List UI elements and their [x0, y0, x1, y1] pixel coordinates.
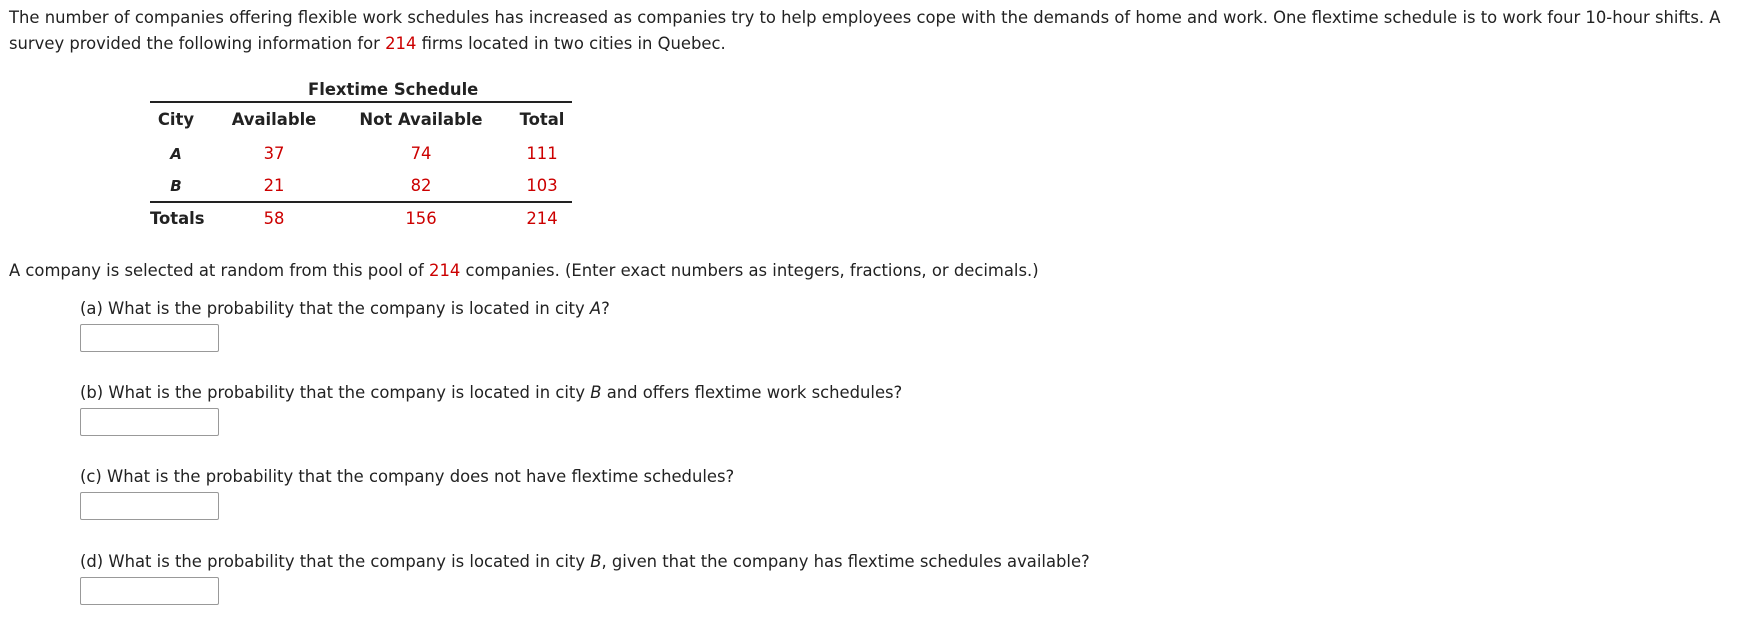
row-b-not-available: 82 — [410, 176, 432, 195]
question-c — [80, 467, 734, 486]
answer-b-input[interactable] — [80, 408, 219, 436]
header-city: City — [157, 110, 195, 129]
table-totals-rule — [150, 201, 572, 203]
totals-available: 58 — [263, 209, 285, 228]
totals-label: Totals — [150, 209, 205, 228]
question-c-text: (c) What is the probability that the company does not have flextime schedules? — [80, 467, 735, 486]
question-d-end: , given that the company has flextime schedules available? — [601, 552, 1090, 571]
header-available: Available — [231, 110, 317, 129]
prompt-count: 214 — [429, 261, 461, 280]
header-not-available: Not Available — [359, 110, 483, 129]
question-b-var: B — [590, 383, 602, 402]
totals-total: 214 — [526, 209, 558, 228]
table-title: Flextime Schedule — [308, 80, 479, 99]
question-b-end: and offers flextime work schedules? — [601, 383, 903, 402]
row-b-available: 21 — [263, 176, 285, 195]
row-b-total: 103 — [526, 176, 558, 195]
row-a-not-available: 74 — [410, 144, 432, 163]
question-a-text: (a) What is the probability that the company is located in city — [80, 299, 590, 318]
answer-c-input[interactable] — [80, 492, 219, 520]
row-a-total: 111 — [526, 144, 558, 163]
question-a-end: ? — [601, 299, 610, 318]
selection-prompt — [9, 261, 1039, 280]
answer-a-input[interactable] — [80, 324, 219, 352]
intro-text-1: The number of companies offering flexible work schedules has increased as companies try to help employees cope with the demands of home and work. One flextime schedule is to work four 10-hour shifts. A survey provided the following information for — [9, 8, 1721, 53]
question-b-text: (b) What is the probability that the company is located in city — [80, 383, 591, 402]
row-b-city: B — [170, 177, 182, 195]
row-a-city: A — [170, 145, 182, 163]
table-top-rule — [150, 101, 572, 103]
question-d-text: (d) What is the probability that the company is located in city — [80, 552, 591, 571]
prompt-text-2: companies. (Enter exact numbers as integers, fractions, or decimals.) — [460, 261, 1039, 280]
header-total: Total — [519, 110, 565, 129]
problem-intro — [9, 5, 1737, 57]
question-b — [80, 383, 902, 402]
question-a — [80, 299, 610, 318]
answer-d-input[interactable] — [80, 577, 219, 605]
question-d-var: B — [590, 552, 602, 571]
intro-text-2: firms located in two cities in Quebec. — [416, 34, 726, 53]
totals-not-available: 156 — [405, 209, 437, 228]
firms-count: 214 — [385, 34, 417, 53]
question-a-var: A — [589, 299, 602, 318]
question-d — [80, 552, 1090, 571]
prompt-text-1: A company is selected at random from this pool of — [9, 261, 430, 280]
row-a-available: 37 — [263, 144, 285, 163]
